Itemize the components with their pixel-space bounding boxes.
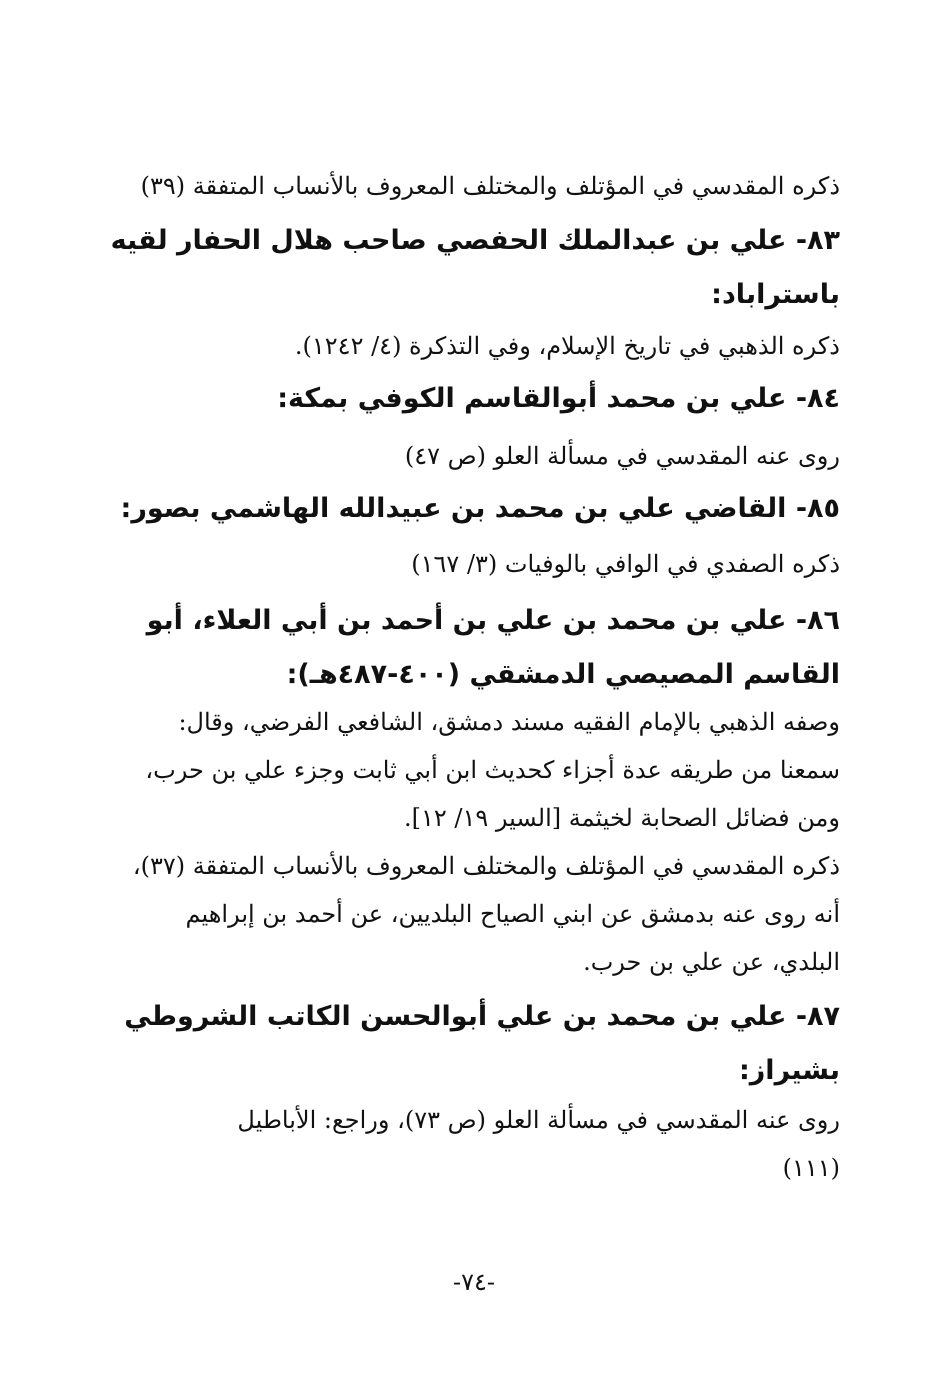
text-line: روى عنه المقدسي في مسألة العلو (ص ٤٧) (404, 442, 840, 470)
text-line: ومن فضائل الصحابة لخيثمة [السير ١٩/ ١٢]. (403, 804, 840, 832)
entry-86-body (86, 698, 840, 842)
entry-87-heading (86, 990, 840, 1098)
entry-85-body (86, 540, 840, 588)
text-line: وصفه الذهبي بالإمام الفقيه مسند دمشق، الشافعي الفرضي، وقال: (178, 708, 840, 736)
text-line: روى عنه المقدسي في مسألة العلو (ص ٧٣)، وراجع: الأباطيل (237, 1106, 840, 1134)
entry-heading-line: ٨٥- القاضي علي بن محمد بن عبيدالله الهاشمي بصور: (120, 493, 840, 524)
entry-85-heading (86, 482, 840, 536)
text-line: (١١١) (782, 1154, 840, 1182)
text-line: ذكره الذهبي في تاريخ الإسلام، وفي التذكرة (٤/ ١٢٤٢). (294, 332, 840, 360)
entry-heading-line: بشيراز: (738, 1055, 840, 1086)
entry-86-heading (86, 594, 840, 702)
entry-heading-line: ٨٦- علي بن محمد بن علي بن أحمد بن أبي العلاء، أبو (146, 605, 840, 636)
page-number: -٧٤- (453, 1268, 495, 1296)
entry-heading-line: ٨٣- علي بن عبدالملك الحفصي صاحب هلال الحفار لقيه (110, 225, 840, 256)
entry-83-body (86, 322, 840, 370)
entry-83-heading (86, 214, 840, 322)
entry-heading-line: ٨٧- علي بن محمد بن علي أبوالحسن الكاتب الشروطي (124, 1001, 840, 1032)
entry-heading-line: باستراباد: (711, 279, 840, 310)
text-line: البلدي، عن علي بن حرب. (583, 948, 840, 976)
entry-84-heading (86, 372, 840, 426)
text-line: ذكره الصفدي في الوافي بالوفيات (٣/ ١٦٧) (411, 550, 840, 578)
entry-heading-line: القاسم المصيصي الدمشقي (٤٠٠-٤٨٧هـ): (286, 659, 840, 690)
entry-87-body (86, 1096, 840, 1192)
entry-heading-line: ٨٤- علي بن محمد أبوالقاسم الكوفي بمكة: (277, 383, 840, 414)
text-line: ذكره المقدسي في المؤتلف والمختلف المعروف بالأنساب المتفقة (٣٧)، (132, 852, 840, 880)
entry-82-citation (86, 162, 840, 210)
text-line: سمعنا من طريقه عدة أجزاء كحديث ابن أبي ثابت وجزء علي بن حرب، (145, 756, 840, 784)
entry-84-body (86, 432, 840, 480)
entry-86-citation (86, 842, 840, 986)
text-line: ذكره المقدسي في المؤتلف والمختلف المعروف بالأنساب المتفقة (٣٩) (140, 172, 840, 200)
text-line: أنه روى عنه بدمشق عن ابني الصياح البلديين، عن أحمد بن إبراهيم (185, 900, 840, 928)
